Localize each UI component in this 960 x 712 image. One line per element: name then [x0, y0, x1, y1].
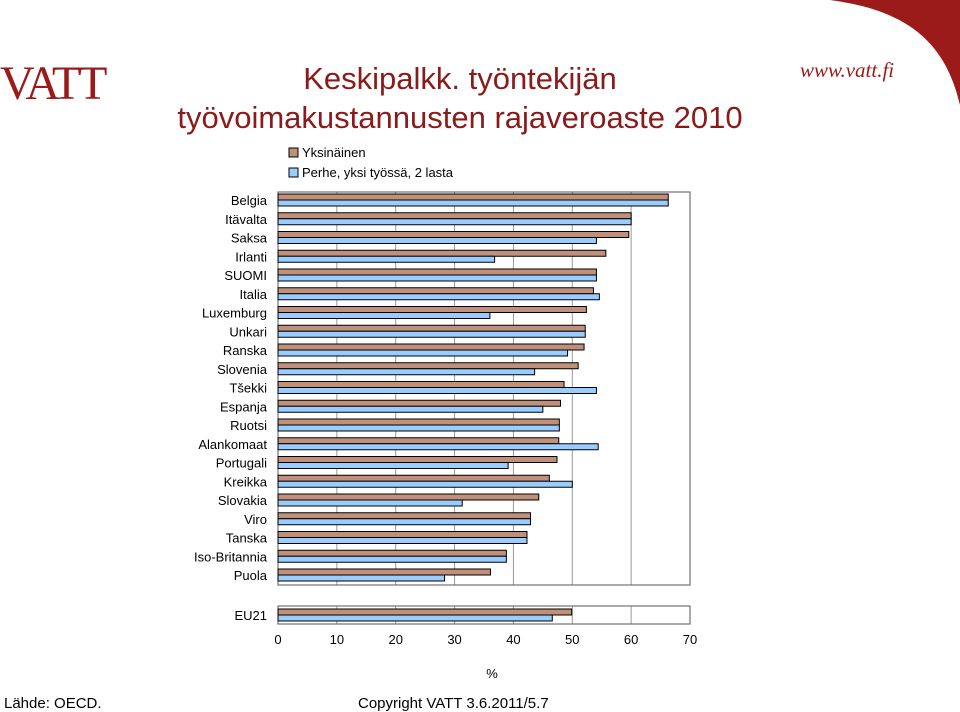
chart-title-line2: työvoimakustannusten rajaveroaste 2010 — [177, 100, 743, 135]
category-label: Portugali — [215, 455, 267, 471]
legend-label: Yksinäinen — [302, 145, 366, 160]
bar-yksinainen-13 — [278, 438, 559, 444]
x-tick-label: 30 — [447, 632, 462, 647]
category-label: Iso-Britannia — [194, 549, 267, 565]
legend-label: Perhe, yksi työssä, 2 lasta — [302, 165, 454, 180]
bar-perhe-1 — [278, 219, 631, 225]
bar-perhe-21 — [278, 615, 552, 621]
bar-perhe-20 — [278, 575, 445, 581]
bar-perhe-9 — [278, 369, 535, 375]
category-label: Irlanti — [235, 249, 267, 265]
category-label: Luxemburg — [201, 305, 267, 321]
bar-perhe-17 — [278, 519, 530, 525]
vatt-logo: VATT — [0, 57, 105, 110]
bar-perhe-3 — [278, 256, 495, 262]
bar-yksinainen-8 — [278, 344, 584, 350]
category-label: EU21 — [234, 608, 267, 623]
bar-perhe-19 — [278, 556, 506, 562]
category-label: SUOMI — [224, 268, 267, 283]
bar-perhe-4 — [278, 275, 596, 281]
copyright-note: Copyright VATT 3.6.2011/5.7 — [358, 695, 549, 712]
bar-perhe-8 — [278, 350, 568, 356]
bar-yksinainen-16 — [278, 494, 539, 500]
bar-perhe-11 — [278, 406, 543, 412]
bar-yksinainen-21 — [278, 609, 572, 615]
category-label: Tanska — [225, 530, 267, 546]
bar-yksinainen-14 — [278, 457, 557, 463]
bar-perhe-14 — [278, 463, 508, 469]
category-label: Alankomaat — [198, 436, 267, 452]
bar-perhe-10 — [278, 388, 596, 394]
category-label: Kreikka — [223, 474, 267, 490]
bar-yksinainen-11 — [278, 400, 561, 406]
bar-yksinainen-19 — [278, 550, 506, 556]
bar-yksinainen-18 — [278, 532, 527, 538]
bar-yksinainen-4 — [278, 269, 596, 275]
bar-yksinainen-3 — [278, 250, 606, 256]
bar-perhe-13 — [278, 444, 598, 450]
corner-decoration — [830, 0, 960, 105]
bar-perhe-12 — [278, 425, 559, 431]
category-label: Puola — [233, 568, 267, 583]
bar-perhe-2 — [278, 238, 596, 244]
bar-yksinainen-17 — [278, 513, 530, 519]
category-label: Viro — [244, 511, 267, 527]
bar-perhe-0 — [278, 200, 668, 206]
category-label: Tšekki — [229, 380, 267, 396]
category-label: Slovakia — [217, 493, 267, 508]
category-label: Ruotsi — [230, 418, 267, 433]
bar-yksinainen-15 — [278, 475, 549, 481]
vatt-url[interactable]: www.vatt.fi — [800, 58, 895, 82]
category-label: Unkari — [229, 324, 267, 340]
bar-yksinainen-5 — [278, 288, 593, 294]
bar-yksinainen-2 — [278, 232, 629, 238]
legend-swatch — [289, 168, 298, 177]
bar-perhe-16 — [278, 500, 462, 506]
bar-perhe-5 — [278, 294, 599, 300]
category-label: Belgia — [230, 193, 267, 208]
category-label: Slovenia — [217, 361, 267, 377]
bar-yksinainen-9 — [278, 363, 578, 369]
source-note: Lähde: OECD. — [4, 695, 102, 712]
bar-yksinainen-10 — [278, 382, 564, 388]
bar-yksinainen-1 — [278, 213, 631, 219]
bar-perhe-6 — [278, 313, 490, 319]
bar-yksinainen-6 — [278, 307, 586, 313]
legend-swatch — [289, 148, 298, 157]
bar-perhe-18 — [278, 538, 527, 544]
x-tick-label: 40 — [506, 632, 521, 647]
x-tick-label: 50 — [565, 632, 580, 647]
x-tick-label: 70 — [682, 632, 698, 647]
x-tick-label: 10 — [329, 632, 345, 647]
bar-yksinainen-7 — [278, 325, 585, 331]
x-tick-label: 60 — [623, 632, 639, 647]
category-label: Italia — [239, 286, 267, 302]
x-tick-label: 20 — [388, 632, 403, 647]
bar-yksinainen-0 — [278, 194, 668, 200]
bar-perhe-7 — [278, 331, 585, 337]
category-label: Espanja — [220, 399, 267, 415]
bar-yksinainen-20 — [278, 569, 490, 575]
bar-perhe-15 — [278, 481, 572, 487]
category-label: Ranska — [222, 343, 267, 358]
x-axis-label: % — [486, 666, 498, 681]
bar-yksinainen-12 — [278, 419, 559, 425]
category-label: Itävalta — [225, 211, 267, 227]
x-tick-label: 0 — [274, 632, 282, 647]
category-label: Saksa — [230, 230, 267, 246]
chart-title-line1: Keskipalkk. työntekijän — [303, 61, 617, 96]
